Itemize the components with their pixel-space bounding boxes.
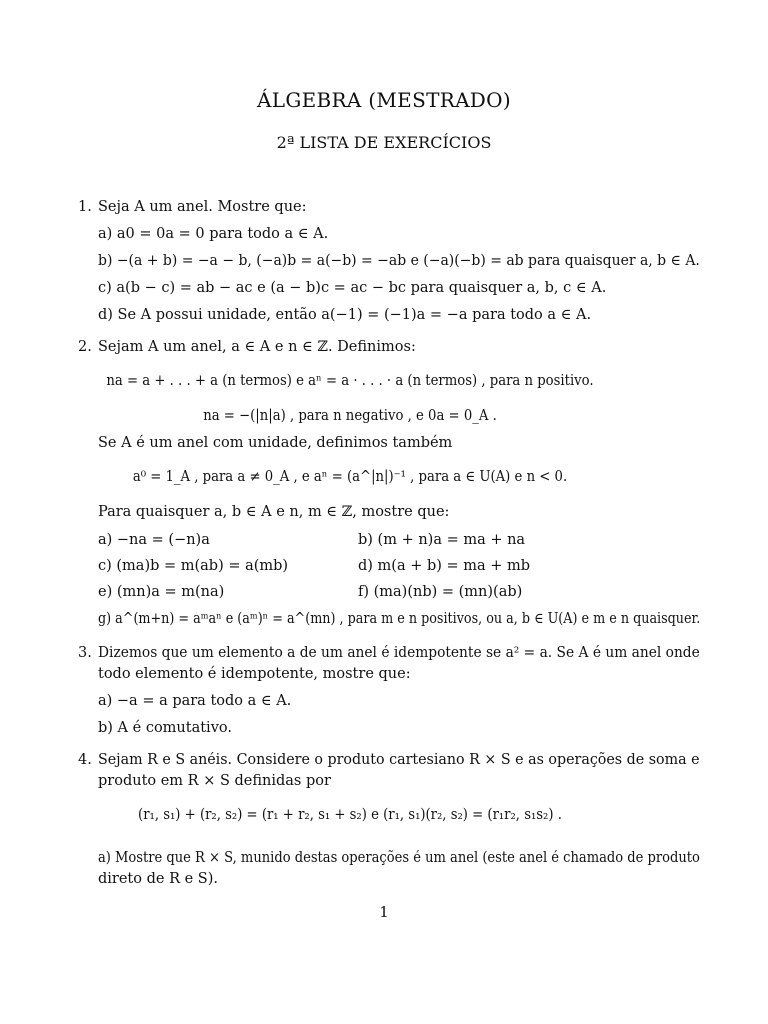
exercise-4-formula: (r₁, s₁) + (r₂, s₂) = (r₁ + r₂, s₁ + s₂) e (r₁, s₁)(r₂, s₂) = (r₁r₂, s₁s₂) . — [138, 807, 562, 823]
exercise-1-intro: Seja A um anel. Mostre que: — [98, 199, 307, 215]
exercise-2-question: Para quaisquer a, b ∈ A e n, m ∈ ℤ, mostre que: — [98, 504, 450, 520]
exercise-2-definition-1: na = a + . . . + a (n termos) e aⁿ = a · . . . · a (n termos) , para n positivo. — [106, 373, 594, 389]
exercise-2-unit-intro: Se A é um anel com unidade, definimos também — [98, 435, 453, 451]
exercise-2-item-g: g) a^(m+n) = aᵐaⁿ e (aᵐ)ⁿ = a^(mn) , para m e n positivos, ou a, b ∈ U(A) e m e n quaisquer. — [98, 611, 701, 627]
exercise-2-intro: Sejam A um anel, a ∈ A e n ∈ ℤ. Definimos: — [98, 339, 416, 355]
exercise-4-line-2: produto em R × S definidas por — [98, 773, 331, 789]
exercise-2-number: 2. — [78, 339, 92, 355]
exercise-2-item-f: f) (ma)(nb) = (mn)(ab) — [358, 584, 523, 600]
exercise-2-item-b: b) (m + n)a = ma + na — [358, 532, 526, 548]
exercise-4-number: 4. — [78, 752, 92, 768]
exercise-2-item-e: e) (mn)a = m(na) — [98, 584, 225, 600]
page-number: 1 — [379, 903, 389, 921]
exercise-3-item-a: a) −a = a para todo a ∈ A. — [98, 693, 292, 709]
page-title: ÁLGEBRA (MESTRADO) — [257, 88, 511, 112]
page-subtitle: 2ª LISTA DE EXERCÍCIOS — [276, 133, 492, 152]
exercise-1-number: 1. — [78, 199, 92, 215]
exercise-1-item-b: b) −(a + b) = −a − b, (−a)b = a(−b) = −ab e (−a)(−b) = ab para quaisquer a, b ∈ A. — [98, 253, 700, 269]
exercise-2-item-d: d) m(a + b) = ma + mb — [358, 558, 531, 574]
exercise-4-item-a-line-2: direto de R e S). — [98, 871, 218, 887]
exercise-2-item-a: a) −na = (−n)a — [98, 532, 210, 548]
exercise-2-definition-2: na = −(|n|a) , para n negativo , e 0a = 0_A . — [203, 408, 497, 424]
exercise-3-number: 3. — [78, 645, 92, 661]
exercise-1-item-d: d) Se A possui unidade, então a(−1) = (−1)a = −a para todo a ∈ A. — [98, 307, 592, 323]
exercise-1-item-c: c) a(b − c) = ab − ac e (a − b)c = ac − bc para quaisquer a, b, c ∈ A. — [98, 280, 607, 296]
exercise-3-line-1: Dizemos que um elemento a de um anel é idempotente se a² = a. Se A é um anel onde — [98, 645, 700, 661]
exercise-4-line-1: Sejam R e S anéis. Considere o produto cartesiano R × S e as operações de soma e — [98, 752, 700, 768]
exercise-1-item-a: a) a0 = 0a = 0 para todo a ∈ A. — [98, 226, 329, 242]
exercise-4-item-a-line-1: a) Mostre que R × S, munido destas operações é um anel (este anel é chamado de produto — [98, 850, 700, 866]
exercise-2-item-c: c) (ma)b = m(ab) = a(mb) — [98, 558, 289, 574]
exercise-3-line-2: todo elemento é idempotente, mostre que: — [98, 666, 411, 682]
exercise-2-definition-3: a⁰ = 1_A , para a ≠ 0_A , e aⁿ = (a^|n|)⁻¹ , para a ∈ U(A) e n < 0. — [132, 469, 568, 485]
exercise-3-item-b: b) A é comutativo. — [98, 720, 232, 736]
